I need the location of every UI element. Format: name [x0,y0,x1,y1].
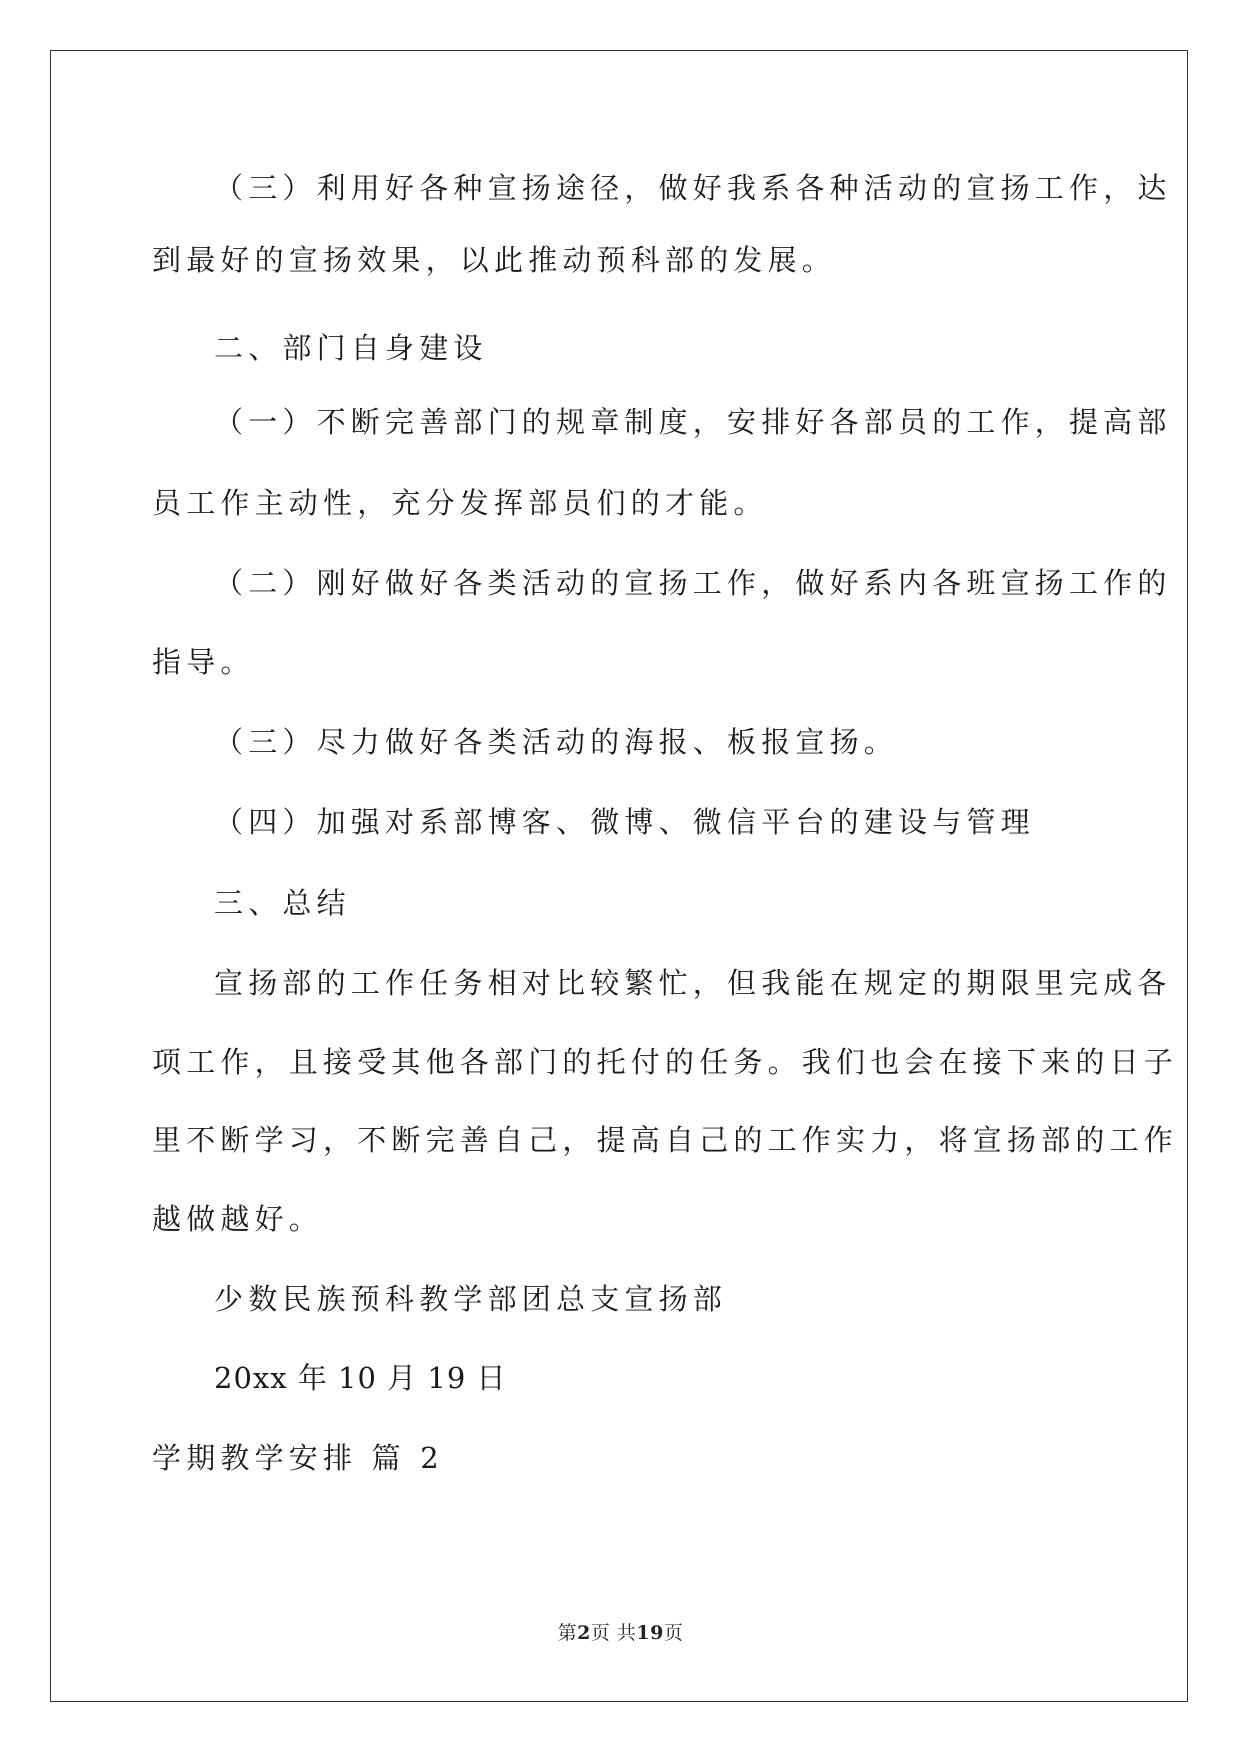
next-section-title: 学期教学安排 篇 2 [152,1441,444,1475]
paragraph-line-2: 到最好的宣扬效果，以此推动预科部的发展。 [152,243,837,277]
footer-middle: 页 共 [590,1622,637,1644]
paragraph-line-8: （三）尽力做好各类活动的海报、板报宣扬。 [214,725,899,759]
paragraph-line-1: （三）利用好各种宣扬途径，做好我系各种活动的宣扬工作，达 [214,171,1172,205]
paragraph-line-4: （一）不断完善部门的规章制度，安排好各部员的工作，提高部 [214,405,1172,439]
signature-organization: 少数民族预科教学部团总支宣扬部 [214,1282,728,1316]
paragraph-line-9: （四）加强对系部博客、微博、微信平台的建设与管理 [214,805,1035,839]
paragraph-line-6: （二）刚好做好各类活动的宣扬工作，做好系内各班宣扬工作的 [214,566,1172,600]
footer-suffix: 页 [663,1622,684,1644]
paragraph-line-14: 越做越好。 [152,1202,324,1236]
footer-total-pages: 19 [636,1622,664,1644]
paragraph-line-12: 项工作，且接受其他各部门的托付的任务。我们也会在接下来的日子 [152,1045,1179,1079]
paragraph-line-13: 里不断学习，不断完善自己，提高自己的工作实力，将宣扬部的工作 [152,1123,1179,1157]
footer-current-page: 2 [577,1622,591,1644]
paragraph-line-7: 指导。 [152,645,255,679]
paragraph-line-5: 员工作主动性，充分发挥部员们的才能。 [152,486,768,520]
footer-prefix: 第 [557,1622,578,1644]
page-footer [0,1618,1241,1645]
signature-date: 20xx 年 10 月 19 日 [214,1361,507,1395]
paragraph-line-11: 宣扬部的工作任务相对比较繁忙，但我能在规定的期限里完成各 [214,966,1172,1000]
section-heading-summary: 三、总结 [214,886,351,920]
section-heading-dept-building: 二、部门自身建设 [214,331,488,365]
